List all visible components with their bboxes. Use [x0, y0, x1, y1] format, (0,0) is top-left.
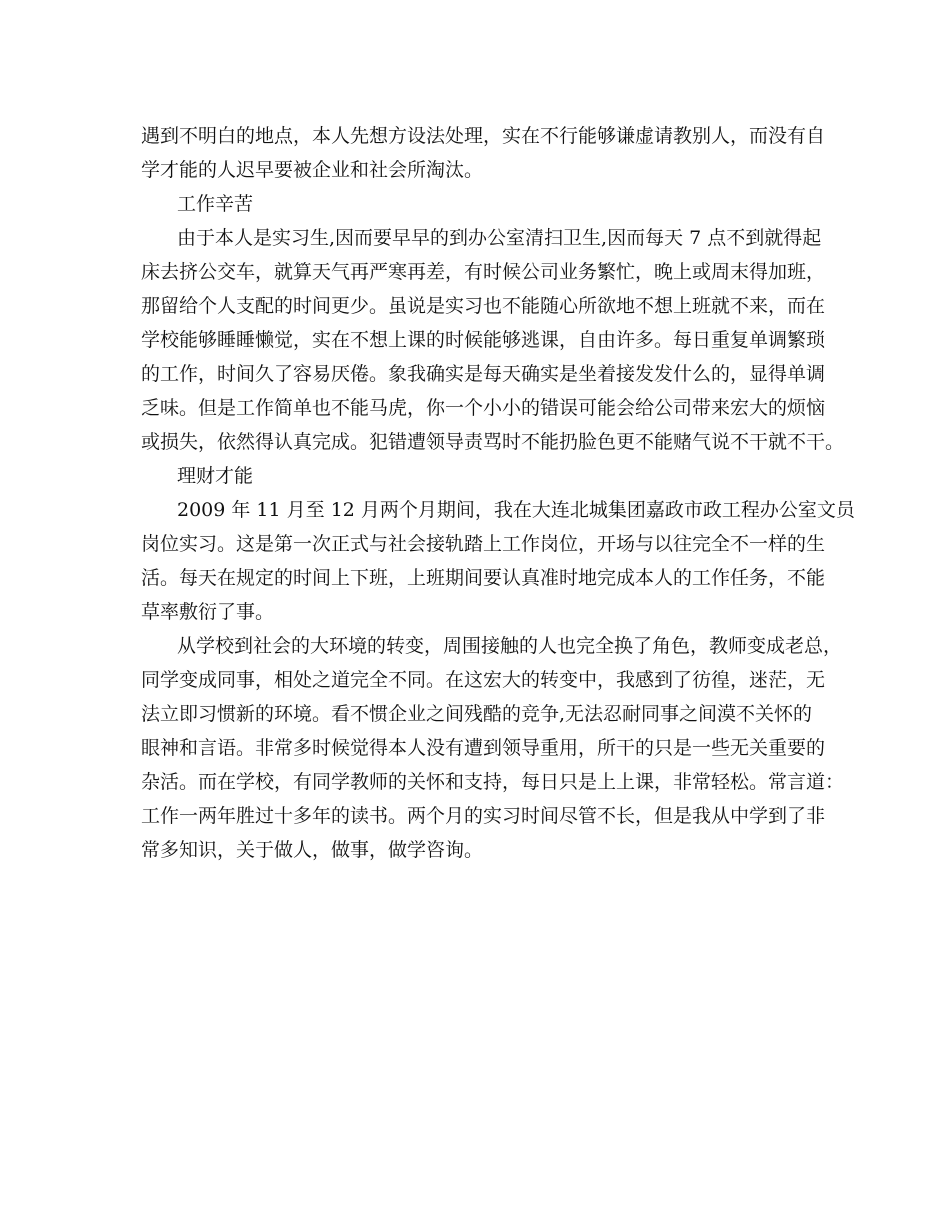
text-line: 工作一两年胜过十多年的读书。两个月的实习时间尽管不长，但是我从中学到了非	[141, 805, 826, 827]
text-line: 法立即习惯新的环境。看不惯企业之间残酷的竞争,无法忍耐同事之间漠不关怀的	[141, 703, 813, 725]
text-line: 杂活。而在学校，有同学教师的关怀和支持，每日只是上上课，非常轻松。常言道：	[141, 771, 845, 793]
text-line: 眼神和言语。非常多时候觉得本人没有遭到领导重用，所干的只是一些无关重要的	[141, 737, 826, 759]
text-line: 的工作，时间久了容易厌倦。象我确实是每天确实是坐着接发发什么的，显得单调	[141, 363, 826, 385]
text-line: 工作辛苦	[177, 193, 254, 215]
text-line: 遇到不明白的地点，本人先想方设法处理，实在不行能够谦虚请教别人，而没有自	[141, 125, 826, 147]
text-line: 乏味。但是工作简单也不能马虎，你一个小小的错误可能会给公司带来宏大的烦恼	[141, 397, 826, 419]
document-body	[141, 119, 855, 867]
text-line: 活。每天在规定的时间上下班，上班期间要认真准时地完成本人的工作任务，不能	[141, 567, 826, 589]
text-line: 那留给个人支配的时间更少。虽说是实习也不能随心所欲地不想上班就不来，而在	[141, 295, 826, 317]
text-line: 学校能够睡睡懒觉，实在不想上课的时候能够逃课，自由许多。每日重复单调繁琐	[141, 329, 826, 351]
text-line: 学才能的人迟早要被企业和社会所淘汰。	[141, 159, 484, 181]
text-line: 从学校到社会的大环境的转变，周围接触的人也完全换了角色，教师变成老总，	[177, 635, 843, 657]
text-line: 岗位实习。这是第一次正式与社会接轨踏上工作岗位，开场与以往完全不一样的生	[141, 533, 826, 555]
text-line: 常多知识，关于做人，做事，做学咨询。	[141, 839, 484, 861]
text-line: 同学变成同事，相处之道完全不同。在这宏大的转变中，我感到了彷徨，迷茫，无	[141, 669, 826, 691]
text-line: 由于本人是实习生,因而要早早的到办公室清扫卫生,因而每天 7 点不到就得起	[177, 227, 822, 249]
text-line: 或损失，依然得认真完成。犯错遭领导责骂时不能扔脸色更不能赌气说不干就不干。	[141, 431, 845, 453]
text-line: 草率敷衍了事。	[141, 601, 275, 623]
text-line: 2009 年 11 月至 12 月两个月期间，我在大连北城集团嘉政市政工程办公室文员	[177, 499, 855, 521]
text-line: 床去挤公交车，就算天气再严寒再差，有时候公司业务繁忙，晚上或周末得加班，	[141, 261, 826, 283]
text-line: 理财才能	[177, 465, 254, 487]
